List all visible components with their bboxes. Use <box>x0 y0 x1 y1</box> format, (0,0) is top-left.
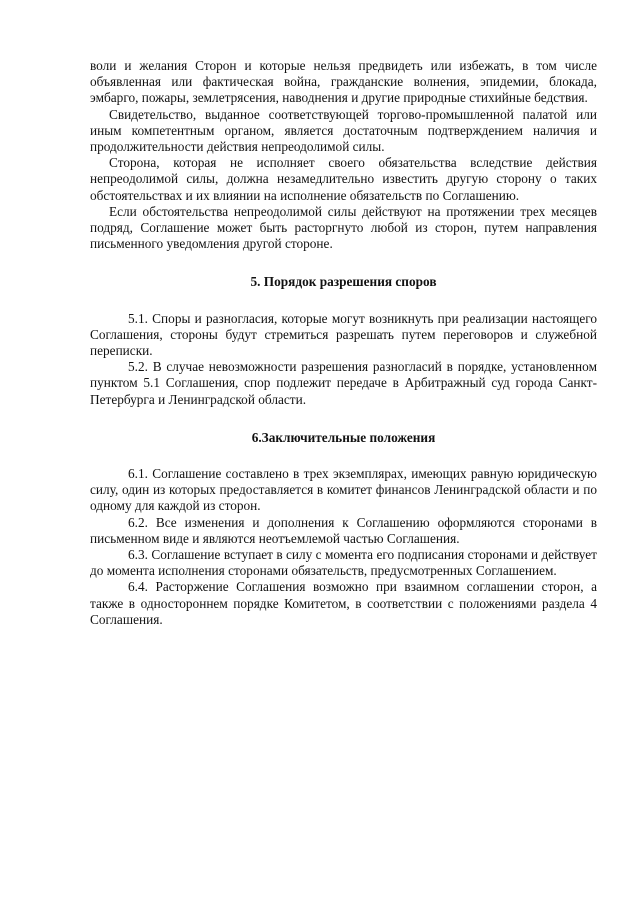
section-5-heading: 5. Порядок разрешения споров <box>250 274 437 290</box>
paragraph-force-majeure-continued: воли и желания Сторон и которые нельзя предвидеть или избежать, в том числе объявленная или фактическая война, гражданские волнения, эпидемии, блокада, эмбарго, пожары, землетрясения, наводнения и другие природные стихийные бедствия. <box>90 58 597 106</box>
clause-6-2: 6.2. Все изменения и дополнения к Соглашению оформляются сторонами в письменном виде и являются неотъемлемой частью Соглашения. <box>90 514 597 546</box>
section-6-heading: 6.Заключительные положения <box>251 429 436 445</box>
clause-6-1: 6.1. Соглашение составлено в трех экземплярах, имеющих равную юридическую силу, один из которых предоставляется в комитет финансов Ленинградской области и по одному для каждой из сторон. <box>90 466 597 514</box>
paragraph-termination: Если обстоятельства непреодолимой силы действуют на протяжении трех месяцев подряд, Соглашение может быть расторгнуто любой из сторон, путем направления письменного уведомления другой стороне. <box>90 203 597 252</box>
clause-5-2: 5.2. В случае невозможности разрешения разногласий в порядке, установленном пунктом 5.1 Соглашения, спор подлежит передаче в Арбитражный суд города Санкт-Петербурга и Ленинградской области. <box>90 359 597 407</box>
clause-6-4: 6.4. Расторжение Соглашения возможно при взаимном соглашении сторон, а также в одностороннем порядке Комитетом, в соответствии с положениями раздела 4 Соглашения. <box>90 579 597 627</box>
paragraph-certificate: Свидетельство, выданное соответствующей торгово-промышленной палатой или иным компетентным органом, является достаточным подтверждением наличия и продолжительности действия непреодолимой силы. <box>90 106 597 155</box>
clause-6-3: 6.3. Соглашение вступает в силу с момента его подписания сторонами и действует до момента исполнения сторонами обязательств, предусмотренных Соглашением. <box>90 547 597 579</box>
clause-5-1: 5.1. Споры и разногласия, которые могут возникнуть при реализации настоящего Соглашения, стороны будут стремиться разрешать путем переговоров и служебной переписки. <box>90 310 597 359</box>
document-body <box>90 58 597 628</box>
paragraph-notification: Сторона, которая не исполняет своего обязательства вследствие действия непреодолимой силы, должна незамедлительно известить другую сторону о таких обстоятельствах и их влиянии на исполнение обязательств по Соглашению. <box>90 155 597 203</box>
